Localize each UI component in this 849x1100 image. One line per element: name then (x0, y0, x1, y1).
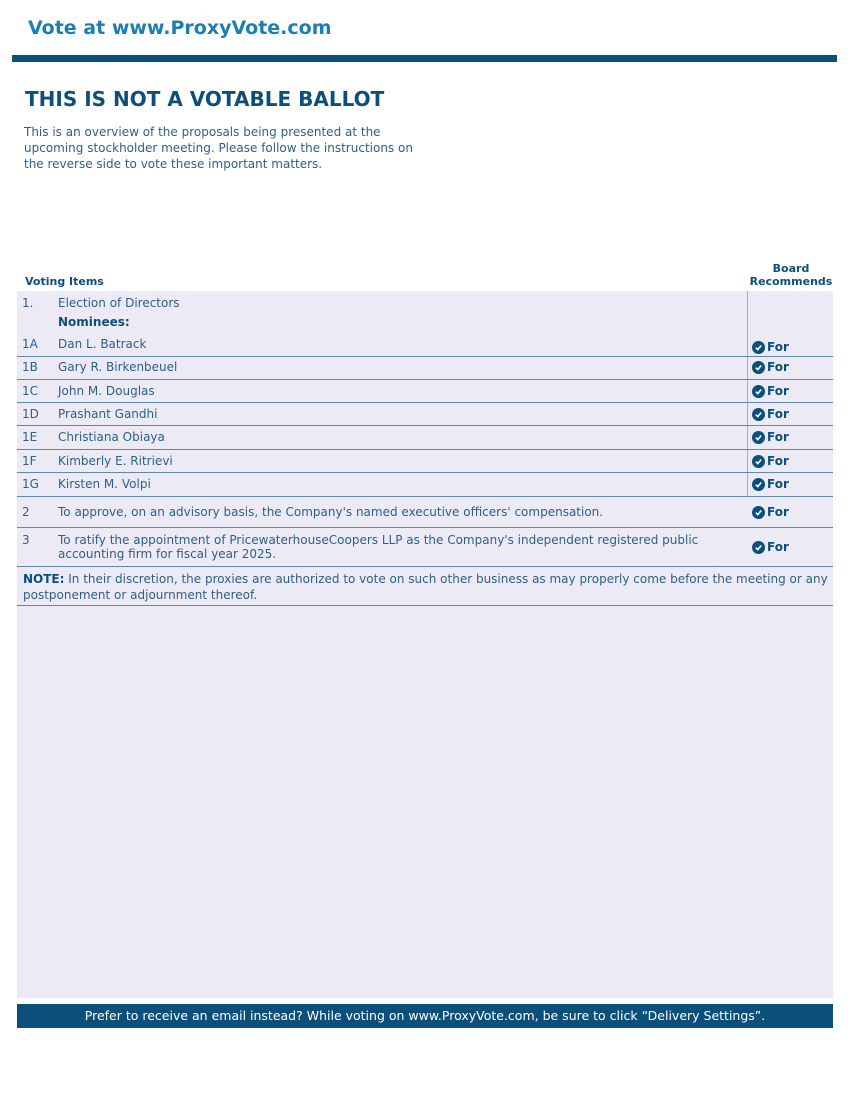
row-divider (17, 605, 833, 606)
item-number: 2 (22, 505, 30, 519)
row-divider (17, 425, 833, 426)
item-number: 1E (22, 430, 38, 444)
note-paragraph (23, 571, 828, 603)
footer-banner: Prefer to receive an email instead? While voting on www.ProxyVote.com, be sure to click “Delivery Settings”. (17, 1004, 833, 1028)
note-text: In their discretion, the proxies are authorized to vote on such other business as may properly come before the meeting or any postponement or adjournment thereof. (23, 572, 828, 602)
row-divider (17, 496, 833, 497)
note-label: NOTE: (23, 572, 65, 586)
recommendation-for (752, 540, 789, 554)
recommendation-for (752, 360, 789, 374)
recommendation-for (752, 430, 789, 444)
item-number: 1D (22, 407, 39, 421)
nominees-label: Nominees: (58, 315, 130, 329)
check-circle-icon (752, 385, 765, 398)
item-text: To ratify the appointment of PricewaterhouseCoopers LLP as the Company's independent registered public accounting firm for fiscal year 2025. (58, 533, 699, 561)
row-divider (17, 472, 833, 473)
check-circle-icon (752, 478, 765, 491)
check-circle-icon (752, 541, 765, 554)
recommendation-label: For (767, 407, 789, 421)
board-label: Board (772, 262, 810, 275)
nominee-name: Kirsten M. Volpi (58, 477, 151, 491)
item-number: 3 (22, 533, 30, 547)
item-number: 1B (22, 360, 38, 374)
item-number: 1A (22, 337, 38, 351)
recommendation-label: For (767, 540, 789, 554)
recommendation-for (752, 454, 789, 468)
nominee-name: Dan L. Batrack (58, 337, 147, 351)
row-divider (17, 402, 833, 403)
recommendation-label: For (767, 384, 789, 398)
recommendation-label: For (767, 477, 789, 491)
nominee-name: Christiana Obiaya (58, 430, 165, 444)
recommendation-label: For (767, 340, 789, 354)
check-circle-icon (752, 455, 765, 468)
item-text: Election of Directors (58, 296, 180, 310)
column-header-voting-items: Voting Items (25, 275, 104, 288)
nominee-name: Gary R. Birkenbeuel (58, 360, 178, 374)
recommendation-for (752, 505, 789, 519)
row-divider (17, 527, 833, 528)
row-divider (17, 449, 833, 450)
nominee-name: John M. Douglas (58, 384, 155, 398)
row-divider (17, 379, 833, 380)
row-divider (17, 566, 833, 567)
recommendation-label: For (767, 505, 789, 519)
row-divider (17, 356, 833, 357)
notice-title: THIS IS NOT A VOTABLE BALLOT (25, 87, 385, 111)
check-circle-icon (752, 431, 765, 444)
item-number: 1C (22, 384, 39, 398)
recommendation-label: For (767, 360, 789, 374)
recommendation-for (752, 384, 789, 398)
column-header-board-recommends (748, 262, 834, 288)
item-text: To approve, on an advisory basis, the Company's named executive officers' compensation. (58, 505, 604, 519)
recommendation-for (752, 477, 789, 491)
header-rule (12, 55, 837, 62)
nominee-name: Kimberly E. Ritrievi (58, 454, 173, 468)
check-circle-icon (752, 341, 765, 354)
nominee-name: Prashant Gandhi (58, 407, 158, 421)
recommendation-label: For (767, 430, 789, 444)
recommends-label: Recommends (749, 275, 833, 288)
check-circle-icon (752, 361, 765, 374)
notice-body: This is an overview of the proposals being presented at the upcoming stockholder meeting. Please follow the instructions on the reverse side to vote these important matters. (24, 125, 413, 171)
item-number: 1. (22, 296, 34, 310)
proxyvote-link[interactable]: Vote at www.ProxyVote.com (28, 17, 332, 39)
item-number: 1G (22, 477, 39, 491)
recommendation-label: For (767, 454, 789, 468)
check-circle-icon (752, 408, 765, 421)
recommendation-for (752, 340, 789, 354)
check-circle-icon (752, 506, 765, 519)
recommendation-for (752, 407, 789, 421)
item-number: 1F (22, 454, 37, 468)
